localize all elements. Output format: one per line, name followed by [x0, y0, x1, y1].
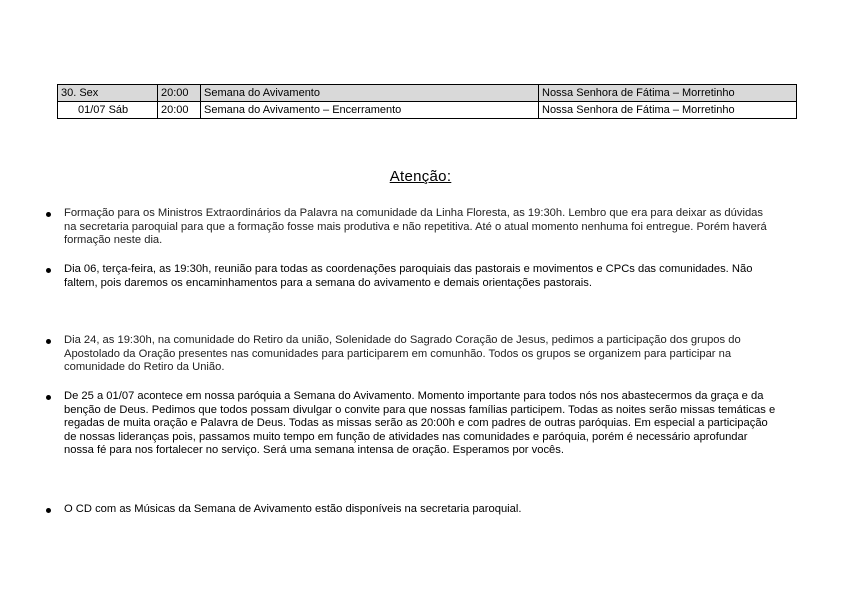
- location-cell: Nossa Senhora de Fátima – Morretinho: [539, 85, 797, 102]
- time-cell: 20:00: [158, 102, 201, 119]
- notice-text: De 25 a 01/07 acontece em nossa paróquia a Semana do Avivamento. Momento importante para todos nós nos abastecermos da graça e da benção de Deus. Pedimos que todos possam divulgar o convite para que nossas famílias participem. Todas as noites serão missas temáticas e regadas de muita oração e Palavra de Deus. Todas as missas serão as 20:00h e com padres de outras paróquias. Em especial a participação de nossas lideranças pois, passamos muito tempo em função de atividades nas comunidades e paróquia, porém é necessário aprofundar nossa fé para nos fortalecer no serviço. Será uma semana intensa de oração. Esperamos por vocês.: [64, 390, 776, 456]
- bullet-icon: [46, 212, 51, 217]
- attention-heading: Atenção:: [389, 168, 452, 185]
- notice-item: [64, 263, 776, 290]
- table-row: [58, 102, 797, 119]
- table-row: [58, 85, 797, 102]
- event-cell: Semana do Avivamento – Encerramento: [201, 102, 539, 119]
- bullet-icon: [46, 339, 51, 344]
- notice-item: [64, 207, 776, 248]
- time-cell: 20:00: [158, 85, 201, 102]
- day-cell: 30. Sex: [58, 85, 158, 102]
- notice-item: [64, 503, 776, 517]
- schedule-table: [57, 84, 797, 119]
- bullet-icon: [46, 395, 51, 400]
- notice-item: [64, 334, 776, 375]
- bullet-icon: [46, 268, 51, 273]
- day-cell: 01/07 Sáb: [58, 102, 158, 119]
- notice-text: Formação para os Ministros Extraordinários da Palavra na comunidade da Linha Floresta, as 19:30h. Lembro que era para deixar as dúvidas na secretaria paroquial para que a formação fosse mais produtiva e não repetitiva. Até o atual momento nenhuma foi entregue. Porém haverá formação neste dia.: [64, 207, 767, 246]
- notice-text: Dia 06, terça-feira, as 19:30h, reunião para todas as coordenações paroquiais das pastorais e movimentos e CPCs das comunidades. Não faltem, pois daremos os encaminhamentos para a semana do avivamento e demais orientações pastorais.: [64, 263, 753, 289]
- location-cell: Nossa Senhora de Fátima – Morretinho: [539, 102, 797, 119]
- bullet-icon: [46, 508, 51, 513]
- notice-text: Dia 24, as 19:30h, na comunidade do Retiro da união, Solenidade do Sagrado Coração de Jesus, pedimos a participação dos grupos do Apostolado da Oração presentes nas comunidades para participarem em comunhão. Todos os grupos se organizem para participar na comunidade do Retiro da União.: [64, 334, 741, 373]
- notice-item: [64, 390, 776, 458]
- event-cell: Semana do Avivamento: [201, 85, 539, 102]
- notice-text: O CD com as Músicas da Semana de Avivamento estão disponíveis na secretaria paroquial.: [64, 503, 522, 515]
